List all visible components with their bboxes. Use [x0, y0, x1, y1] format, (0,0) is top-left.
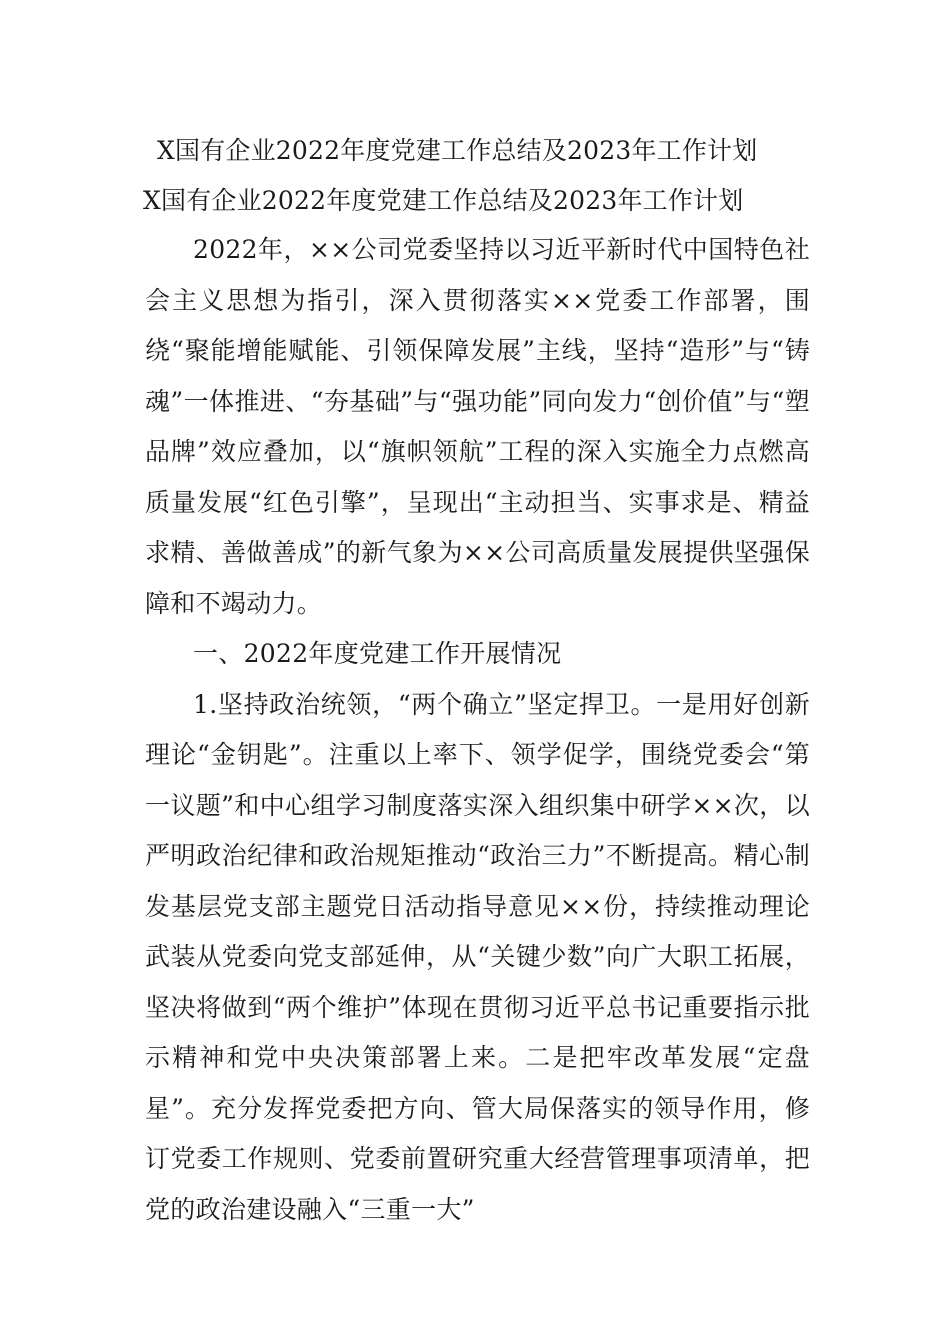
- document-title-line-2: X国有企业2022年度党建工作总结及2023年工作计划: [143, 186, 744, 215]
- intro-paragraph: 2022年，××公司党委坚持以习近平新时代中国特色社会主义思想为指引，深入贯彻落实××党委工作部署，围绕“聚能增能赋能、引领保障发展”主线，坚持“造形”与“铸魂”一体推进、“夯基础”与“强功能”同向发力“创价值”与“塑品牌”效应叠加，以“旗帜领航”工程的深入实施全力点燃高质量发展“红色引擎”，呈现出“主动担当、实事求是、精益求精、善做善成”的新气象为××公司高质量发展提供坚强保障和不竭动力。: [145, 235, 810, 618]
- document-body: [145, 225, 810, 1235]
- section-heading: 一、2022年度党建工作开展情况: [193, 639, 562, 668]
- body-paragraph: 1.坚持政治统领，“两个确立”坚定捍卫。一是用好创新理论“金钥匙”。注重以上率下、领学促学，围绕党委会“第一议题”和中心组学习制度落实深入组织集中研学××次，以严明政治纪律和政治规矩推动“政治三力”不断提高。精心制发基层党支部主题党日活动指导意见××份，持续推动理论武装从党委向党支部延伸，从“关键少数”向广大职工拓展，坚决将做到“两个维护”体现在贯彻习近平总书记重要指示批示精神和党中央决策部署上来。二是把牢改革发展“定盘星”。充分发挥党委把方向、管大局保落实的领导作用，修订党委工作规则、党委前置研究重大经营管理事项清单，把党的政治建设融入“三重一大”: [145, 689, 810, 1224]
- document-title-line-1: X国有企业2022年度党建工作总结及2023年工作计划: [157, 136, 758, 165]
